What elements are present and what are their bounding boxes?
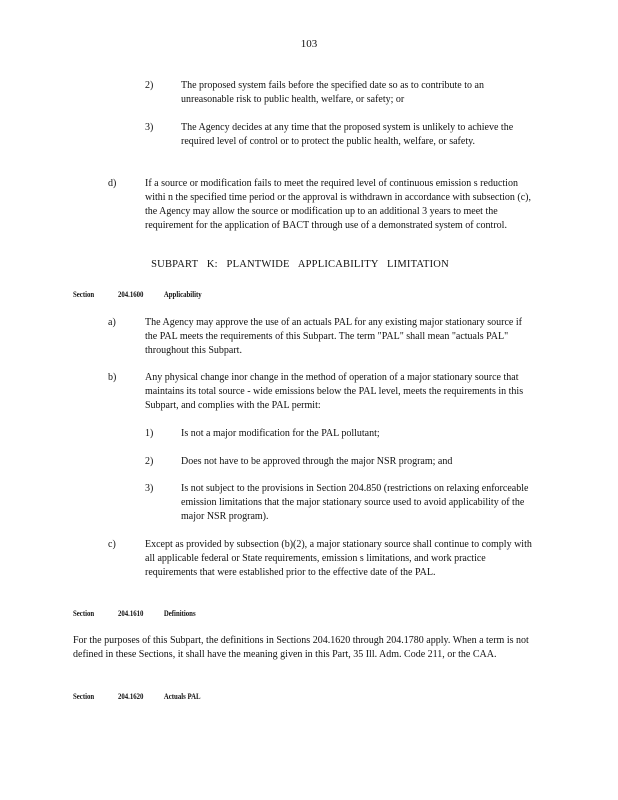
section-heading — [73, 289, 202, 301]
sub-item-label: 3) — [145, 483, 154, 494]
section-heading — [73, 608, 196, 620]
subpart-title: SUBPART K: PLANTWIDE APPLICABILITY LIMITATION — [151, 259, 449, 270]
sub-item-text: Is not subject to the provisions in Section 204.850 (restrictions on relaxing enforceable emission limitations that the major stationary source used to avoid applicability of the major NSR program). — [181, 483, 529, 522]
page-number: 103 — [300, 38, 318, 50]
list-item-label: b) — [108, 372, 117, 383]
section-number: 204.1610 — [117, 609, 144, 618]
sub-item-text: Is not a major modification for the PAL pollutant; — [181, 428, 380, 439]
list-item-label: a) — [108, 317, 116, 328]
section-number: 204.1620 — [117, 692, 144, 701]
section-number: 204.1600 — [117, 290, 144, 299]
definitions-paragraph: For the purposes of this Subpart, the definitions in Sections 204.1620 through 204.1780 apply. When a term is not defined in these Sections, it shall have the meaning given in this Part, 35 Ill. Adm. Code 211, or the CAA. — [73, 635, 529, 660]
section-heading — [73, 691, 201, 703]
list-item-text: The Agency may approve the use of an actuals PAL for any existing major stationary source if the PAL meets the requirements of this Subpart. The term "PAL" shall mean "actuals PAL" throughout this Subpart. — [145, 317, 522, 356]
list-item-label: c) — [108, 539, 116, 550]
section-title: Actuals PAL — [163, 692, 201, 701]
section-title: Applicability — [163, 290, 202, 299]
section-word: Section — [73, 692, 95, 701]
section-word: Section — [73, 609, 95, 618]
sub-item-text: Does not have to be approved through the major NSR program; and — [181, 456, 453, 467]
sub-item-label: 1) — [145, 428, 154, 439]
list-item-text: The Agency decides at any time that the proposed system is unlikely to achieve the required level of control or to protect the public health, welfare, or safety. — [181, 122, 514, 147]
section-title: Definitions — [163, 609, 196, 618]
list-item-label: d) — [108, 178, 117, 189]
section-word: Section — [73, 290, 95, 299]
list-item-text: The proposed system fails before the specified date so as to contribute to an unreasonable risk to public health, welfare, or safety; or — [181, 80, 484, 105]
list-item-text: Except as provided by subsection (b)(2), a major stationary source shall continue to comply with all applicable federal or State requirements, emission s limitations, and work practice requirements that were established prior to the effective date of the PAL. — [145, 539, 532, 578]
list-item-text: Any physical change inor change in the method of operation of a major stationary source that maintains its total source - wide emissions below the PAL level, meets the requirements in this Subpart, and complies with the PAL permit: — [145, 372, 524, 411]
list-item-text: If a source or modification fails to meet the required level of continuous emission s reduction withi n the specified time period or the approval is withdrawn in accordance with subsection (c), the Agency may allow the source or modification up to an additional 3 years to meet the requirement for the application of BACT through use of a demonstrated system of control. — [145, 178, 531, 231]
list-item-label: 3) — [145, 122, 154, 133]
list-item-label: 2) — [145, 80, 154, 91]
sub-item-label: 2) — [145, 456, 154, 467]
